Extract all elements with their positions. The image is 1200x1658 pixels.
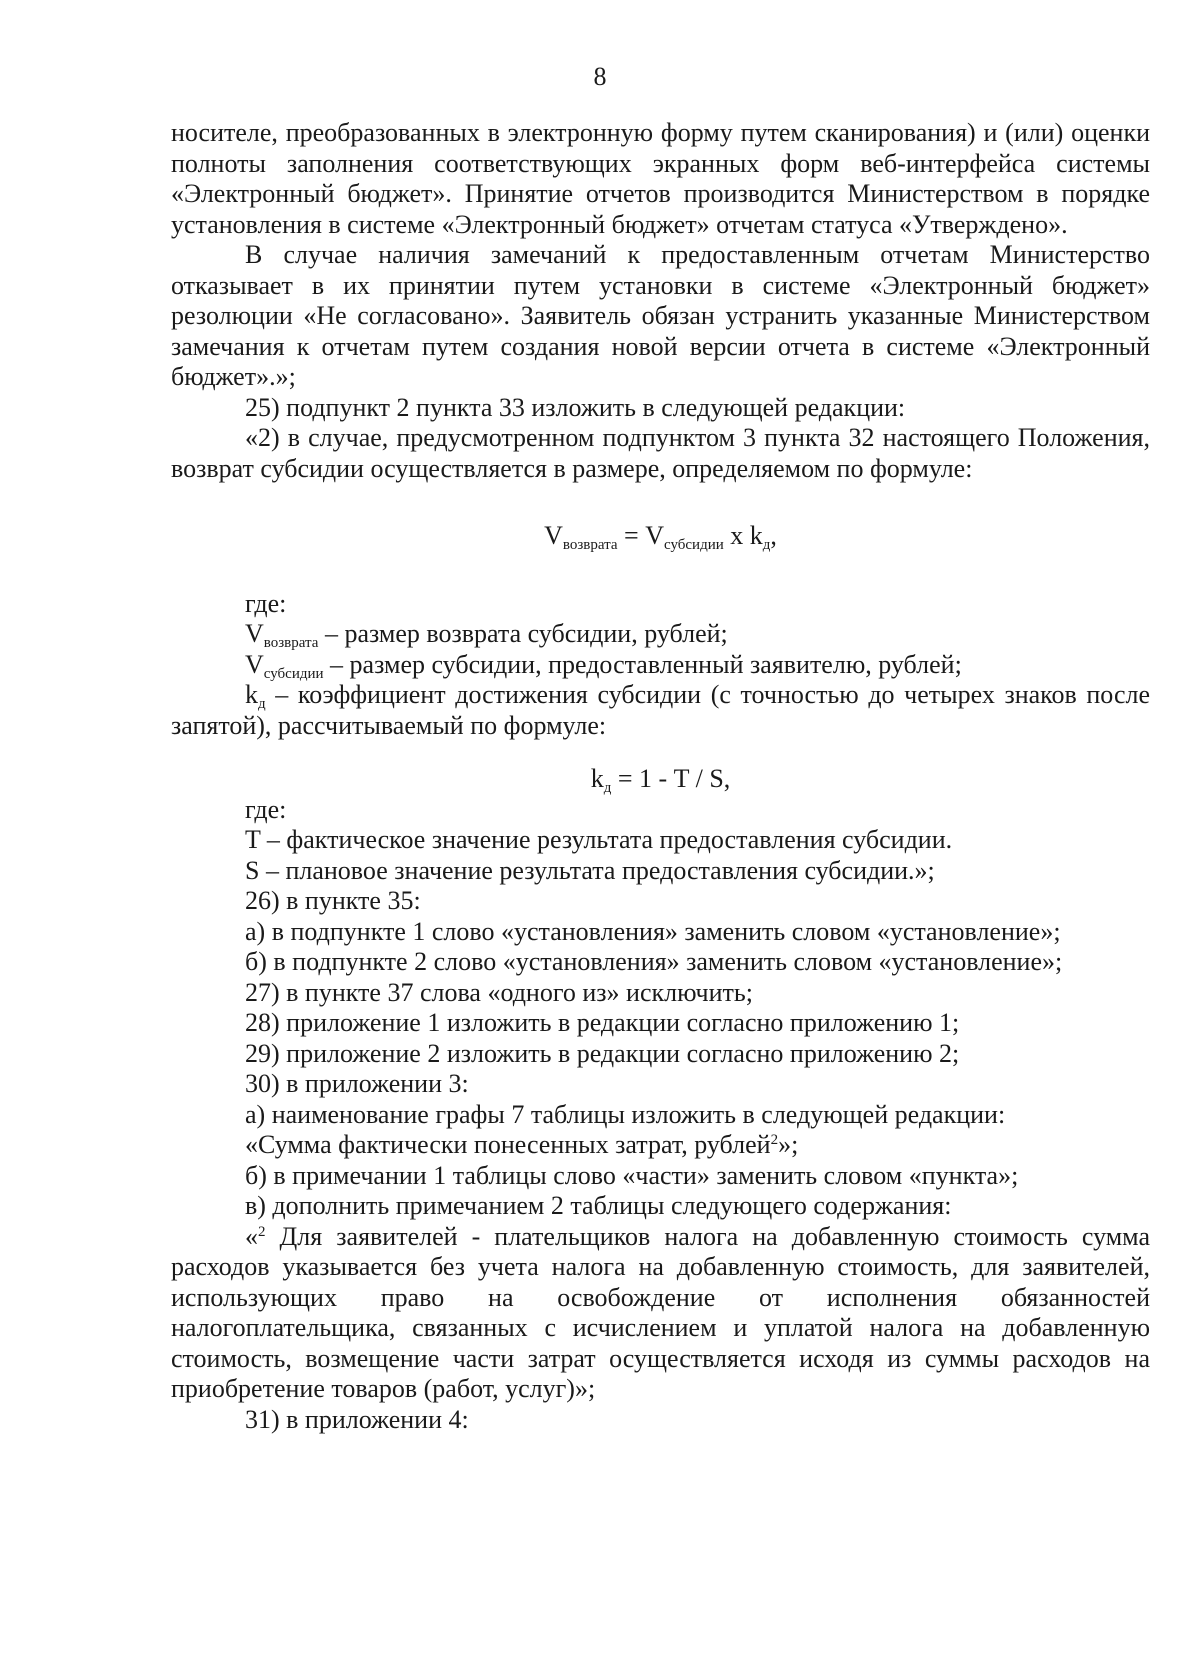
document-body xyxy=(171,118,1150,1435)
item-29: 29) приложение 2 изложить в редакции согласно приложению 2; xyxy=(245,1038,960,1068)
item-30c: в) дополнить примечанием 2 таблицы следующего содержания: xyxy=(245,1191,952,1220)
item-27: 27) в пункте 37 слова «одного из» исключить; xyxy=(245,977,753,1007)
item-30a: а) наименование графы 7 таблицы изложить в следующей редакции: xyxy=(245,1099,1006,1129)
item-31: 31) в приложении 4: xyxy=(245,1404,469,1434)
footnote-marker: 2 xyxy=(770,1132,779,1148)
paragraph-remarks: В случае наличия замечаний к предоставленным отчетам Министерство отказывает в их принятии путем установки в системе «Электронный бюджет» резолюции «Не согласовано». Заявитель обязан устранить указанные Министерством замечания к отчетам путем создания новой версии отчета в системе «Электронный бюджет».»; xyxy=(171,240,1150,391)
formula-times: x xyxy=(723,521,750,550)
formula-end: , xyxy=(770,521,777,550)
where-label: где: xyxy=(245,588,287,618)
formula-sub-d: д xyxy=(762,537,771,553)
paragraph-report-acceptance: носителе, преобразованных в электронную форму путем сканирования) и (или) оценки полноты заполнения соответствующих экранных форм веб-интерфейса системы «Электронный бюджет». Принятие отчетов производится Министерством в порядке установления в системе «Электронный бюджет» отчетам статуса «Утверждено». xyxy=(171,118,1150,239)
item-30a-quote xyxy=(171,1130,1150,1161)
note-2-paragraph xyxy=(171,1222,1150,1405)
note-text: Для заявителей - плательщиков налога на добавленную стоимость сумма расходов указывается без учета налога на добавленную стоимость, для заявителей, использующих право на освобождение от исполнения обязанностей налогоплательщика, связанных с исчислением и уплатой налога на добавленную стоимость, возмещение части затрат осуществляется исходя из суммы расходов на приобретение товаров (работ, услуг)»; xyxy=(171,1221,1150,1403)
item-26b: б) в подпункте 2 слово «установления» заменить словом «установление»; xyxy=(245,947,1063,976)
formula-v-symbol: V xyxy=(544,521,563,550)
definition-v-return xyxy=(171,619,1150,650)
where-label-2: где: xyxy=(245,794,287,824)
definition-k xyxy=(171,680,1150,741)
formula-return xyxy=(171,521,1150,552)
definition-s: S – плановое значение результата предоставления субсидии.»; xyxy=(245,855,935,885)
formula-k xyxy=(171,764,1150,795)
formula-sub-subsidy: субсидии xyxy=(663,537,724,553)
definition-v-subsidy xyxy=(171,650,1150,681)
item-25: 25) подпункт 2 пункта 33 изложить в следующей редакции: xyxy=(245,392,906,422)
item-30b: б) в примечании 1 таблицы слово «части» заменить словом «пункта»; xyxy=(245,1160,1019,1190)
item-30: 30) в приложении 3: xyxy=(245,1069,469,1098)
formula-k-rest: = 1 - T / S, xyxy=(611,764,731,793)
item-28: 28) приложение 1 изложить в редакции согласно приложению 1; xyxy=(245,1008,960,1037)
def-text: – размер возврата субсидии, рублей; xyxy=(318,619,728,648)
page-number: 8 xyxy=(593,62,607,91)
quote-close: »; xyxy=(778,1130,799,1159)
note-marker: 2 xyxy=(258,1223,266,1240)
def-subscript: возврата xyxy=(263,635,319,651)
formula-equals: = xyxy=(617,521,646,550)
def-subscript: субсидии xyxy=(263,665,324,682)
formula-k-symbol: k xyxy=(590,764,604,793)
item-26a: а) в подпункте 1 слово «установления» заменить словом «установление»; xyxy=(245,916,1061,946)
formula-sub-return: возврата xyxy=(562,537,618,553)
formula-k-symbol: k xyxy=(749,521,763,550)
formula-k-sub: д xyxy=(603,780,612,796)
formula-v-symbol-2: V xyxy=(645,521,664,550)
definition-t: T – фактическое значение результата предоставления субсидии. xyxy=(245,825,953,854)
paragraph-subsidy-return: «2) в случае, предусмотренном подпунктом 3 пункта 32 настоящего Положения, возврат субсидии осуществляется в размере, определяемом по формуле: xyxy=(171,423,1150,483)
def-symbol: V xyxy=(245,619,264,648)
item-26: 26) в пункте 35: xyxy=(245,886,421,915)
note-open-quote: « xyxy=(245,1221,258,1251)
def-subscript: д xyxy=(258,696,266,712)
def-text: – коэффициент достижения субсидии (с точностью до четырех знаков после запятой), рассчитываемый по формуле: xyxy=(171,680,1150,740)
quote-text: «Сумма фактически понесенных затрат, рублей xyxy=(245,1130,771,1159)
def-text: – размер субсидии, предоставленный заявителю, рублей; xyxy=(323,649,962,679)
def-symbol: V xyxy=(245,649,264,679)
def-symbol: k xyxy=(245,680,258,709)
